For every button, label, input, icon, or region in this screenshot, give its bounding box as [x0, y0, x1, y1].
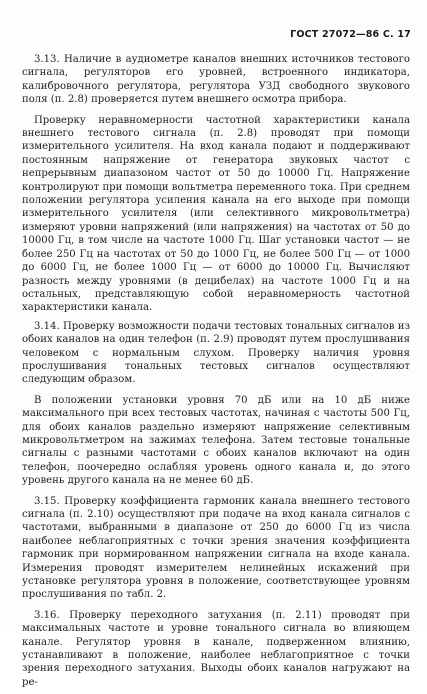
running-head: ГОСТ 27072—86 С. 17	[290, 29, 411, 40]
paragraph-frequency-response: Проверку неравномерности частотной характеристики канала внешнего тестового сигнала (п. 2.8) проводят при помощи измерительного усилителя. На вход канала подают и поддерживают постоянным напряжение от генератора звуковых частот с непрерывным диапазоном частот от 50 до 10000 Гц. Напряжение контролируют при помощи вольтметра переменного тока. При среднем положении регулятора усиления канала на его выходе при помощи измерительного усилителя (или селективного микровольтметра) измеряют уровни напряжений (или напряжения) на частотах от 50 до 10000 Гц, в том числе на частоте 1000 Гц. Шаг установки частот — не более 250 Гц на частотах от 50 до 1000 Гц, не более 500 Гц — от 1000 до 6000 Гц, не более 1000 Гц — от 6000 до 10000 Гц. Вычисляют разность между уровнями (в децибелах) на частоте 1000 Гц и на остальных, представляющую собой неравномерность частотной характеристики канала.	[22, 114, 410, 314]
paragraph-3-16: 3.16. Проверку переходного затухания (п. 2.11) проводят при максимальных частоте и уровне тонального сигнала во влияющем канале. Регулятор уровня в канале, подверженном влиянию, устанавливают в положение, наиболее неблагоприятное с точки зрения переходного затухания. Выходы обоих каналов нагружают на ре-	[22, 609, 410, 688]
paragraph-3-14: 3.14. Проверку возможности подачи тестовых тональных сигналов из обоих каналов на один телефон (п. 2.9) проводят путем прослушивания человеком с нормальным слухом. Проверку наличия уровня прослушивания тональных тестовых сигналов осуществляют следующим образом.	[22, 320, 410, 386]
paragraph-level-setting: В положении установки уровня 70 дБ или на 10 дБ ниже максимального при всех тестовых частотах, начиная с частоты 500 Гц, для обоих каналов раздельно измеряют напряжение селективным микровольтметром на зажимах телефона. Затем тестовые тональные сигналы с разными частотами с обоих каналов включают на один телефон, поочередно ослабляя уровень одного канала и, до этого уровень другого канала на не менее 60 дБ.	[22, 394, 410, 487]
paragraph-3-13: 3.13. Наличие в аудиометре каналов внешних источников тестового сигнала, регуляторов его уровней, встроенного индикатора, калибровочного регулятора, регулятора УЗД свободного звукового поля (п. 2.8) проверяется путем внешнего осмотра прибора.	[22, 54, 410, 106]
paragraph-3-15: 3.15. Проверку коэффициента гармоник канала внешнего тестового сигнала (п. 2.10) осуществляют при подаче на вход канала сигналов с частотами, выбранными в диапазоне от 250 до 6000 Гц из числа наиболее неблагоприятных с точки зрения значения коэффициента гармоник при нормированном напряжении сигнала на входе канала. Измерения проводят измерителем нелинейных искажений при установке регулятора уровня в положение, соответствующее уровням прослушивания по табл. 2.	[22, 495, 410, 601]
body-text	[22, 53, 410, 694]
